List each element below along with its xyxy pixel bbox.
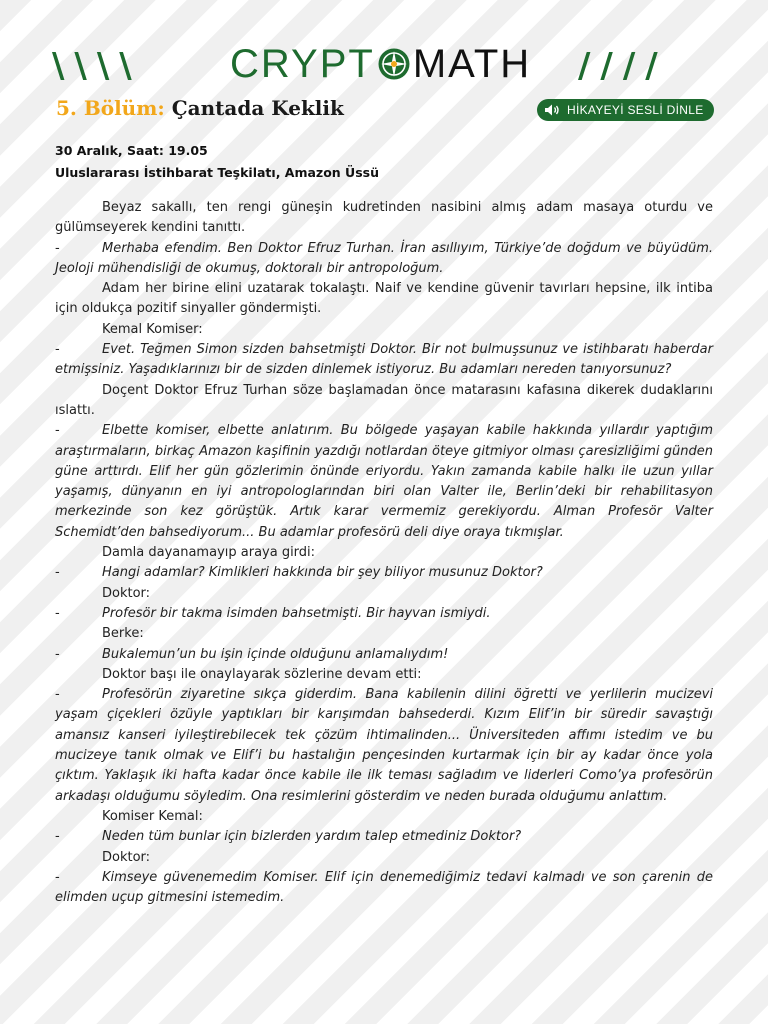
paragraph-text: Berke: xyxy=(102,626,144,642)
narration-paragraph xyxy=(55,198,713,239)
cryptomath-logo xyxy=(230,42,531,86)
story-location: Uluslararası İstihbarat Teşkilatı, Amazon Üssü xyxy=(55,165,379,180)
dialogue-line xyxy=(55,868,713,909)
narration-paragraph xyxy=(55,543,713,563)
narration-paragraph xyxy=(55,584,713,604)
listen-audio-label: HİKAYEYİ SESLİ DİNLE xyxy=(567,103,704,117)
paragraph-text: Beyaz sakallı, ten rengi güneşin kudretinden nasibini almış adam masaya oturdu ve gülümseyerek kendini tanıttı. xyxy=(55,200,713,236)
paragraph-text: Doçent Doktor Efruz Turhan söze başlamadan önce matarasını kafasına dikerek dudaklarını ıslattı. xyxy=(55,382,713,418)
paragraph-text: Doktor başı ile onaylayarak sözlerine devam etti: xyxy=(102,666,422,682)
dialogue-dash: - xyxy=(55,829,60,845)
dialogue-dash: - xyxy=(55,565,60,581)
dialogue-line xyxy=(55,827,713,847)
paragraph-text: Profesörün ziyaretine sıkça giderdim. Bana kabilenin dilini öğretti ve yerlilerin mucizevi yaşam çiçekleri özüyle yaptıkları bir karışımdan bahsederdi. Kızım Elif’in bir süredir savaştığı amansız kanseri iyileştirebilecek tek çözüm ihtimalinden... Üniversiteden affımı istedim ve bu mucizeye tanık olmak ve Elif’i bu hastalığın pençesinden kurtarmak için bir ay kadar önce yola çıktım. Yaklaşık iki hafta kadar önce kabile ile ilk teması sağladım ve liderleri Como’ya profesörün arkadaşı olduğumu söyledim. Ona resimlerini gösterdim ve neden burada olduğumu anlattım. xyxy=(55,687,713,804)
dialogue-line xyxy=(55,340,713,381)
paragraph-text: Neden tüm bunlar için bizlerden yardım talep etmediniz Doktor? xyxy=(102,829,522,845)
chapter-title: Çantada Keklik xyxy=(171,96,344,120)
paragraph-text: Bukalemun’un bu işin içinde olduğunu anlamalıydım! xyxy=(102,646,449,662)
story-body xyxy=(55,198,713,908)
dialogue-dash: - xyxy=(55,605,60,621)
paragraph-text: Doktor: xyxy=(102,585,151,601)
logo-text-crypt: CRYPT xyxy=(230,41,375,86)
narration-paragraph xyxy=(55,848,713,868)
paragraph-text: Kimseye güvenemedim Komiser. Elif için denemediğimiz tedavi kalmadı ve son çarenin de elimden uçup gitmesini istemedim. xyxy=(55,869,713,906)
dialogue-line xyxy=(55,604,713,624)
chapter-heading xyxy=(56,96,344,120)
listen-audio-button[interactable] xyxy=(537,99,714,121)
narration-paragraph xyxy=(55,624,713,644)
dialogue-dash: - xyxy=(55,342,60,358)
chapter-number: 5. Bölüm: xyxy=(56,96,165,120)
paragraph-text: Komiser Kemal: xyxy=(102,808,203,824)
paragraph-text: Hangi adamlar? Kimlikleri hakkında bir şey biliyor musunuz Doktor? xyxy=(102,565,543,581)
speaker-icon xyxy=(544,103,562,117)
narration-paragraph xyxy=(55,381,713,422)
paragraph-text: Damla dayanamayıp araya girdi: xyxy=(102,545,316,561)
dialogue-line xyxy=(55,645,713,665)
dialogue-line xyxy=(55,421,713,543)
page-header xyxy=(0,38,768,88)
paragraph-text: Doktor: xyxy=(102,849,151,865)
compass-icon xyxy=(377,47,411,81)
paragraph-text: Profesör bir takma isimden bahsetmişti. Bir hayvan ismiydi. xyxy=(102,605,491,621)
dialogue-dash: - xyxy=(55,869,60,885)
dialogue-dash: - xyxy=(55,646,60,662)
paragraph-text: Adam her birine elini uzatarak tokalaştı. Naif ve kendine güvenir tavırları hepsine, ilk intiba için oldukça pozitif sinyaller göndermişti. xyxy=(55,281,713,317)
narration-paragraph xyxy=(55,279,713,320)
narration-paragraph xyxy=(55,807,713,827)
decorative-slashes-left: \\\\ xyxy=(52,46,142,86)
dialogue-dash: - xyxy=(55,687,60,703)
story-date: 30 Aralık, Saat: 19.05 xyxy=(55,143,208,158)
dialogue-dash: - xyxy=(55,240,60,256)
dialogue-dash: - xyxy=(55,423,60,439)
paragraph-text: Merhaba efendim. Ben Doktor Efruz Turhan. İran asıllıyım, Türkiye’de doğdum ve büyüdüm. Jeoloji mühendisliği de okumuş, doktoralı bir antropoloğum. xyxy=(55,240,713,276)
logo-text-math: MATH xyxy=(412,41,532,86)
dialogue-line xyxy=(55,239,713,280)
paragraph-text: Evet. Teğmen Simon sizden bahsetmişti Doktor. Bir not bulmuşsunuz ve istihbaratı haberdar etmişsiniz. Yaşadıklarınızı bir de sizden dinlemek istiyoruz. Bu adamları nereden tanıyorsunuz? xyxy=(55,342,713,378)
dialogue-line xyxy=(55,685,713,807)
decorative-slashes-right: //// xyxy=(578,46,668,86)
dialogue-line xyxy=(55,563,713,583)
narration-paragraph xyxy=(55,320,713,340)
paragraph-text: Elbette komiser, elbette anlatırım. Bu bölgede yaşayan kabile hakkında yıllardır yaptığım araştırmaların, birkaç Amazon kaşifinin yazdığı notlardan öteye gitmiyor olması çaresizliğimi günden güne arttırdı. Elif her gün gözlerimin önünde eriyordu. Yakın zamanda kabile halkı ile uzun yıllar yaşamış, dünyanın en iyi antropologlarından biri olan Valter ile, Berlin’deki bir rehabilitasyon merkezinde son kez görüştük. Artık karar vermemiz gerekiyordu. Alman Profesör Valter Schemidt’den bahsediyorum... Bu adamlar profesörü deli diye oraya tıkmışlar. xyxy=(55,423,713,540)
paragraph-text: Kemal Komiser: xyxy=(102,321,203,337)
narration-paragraph xyxy=(55,665,713,685)
